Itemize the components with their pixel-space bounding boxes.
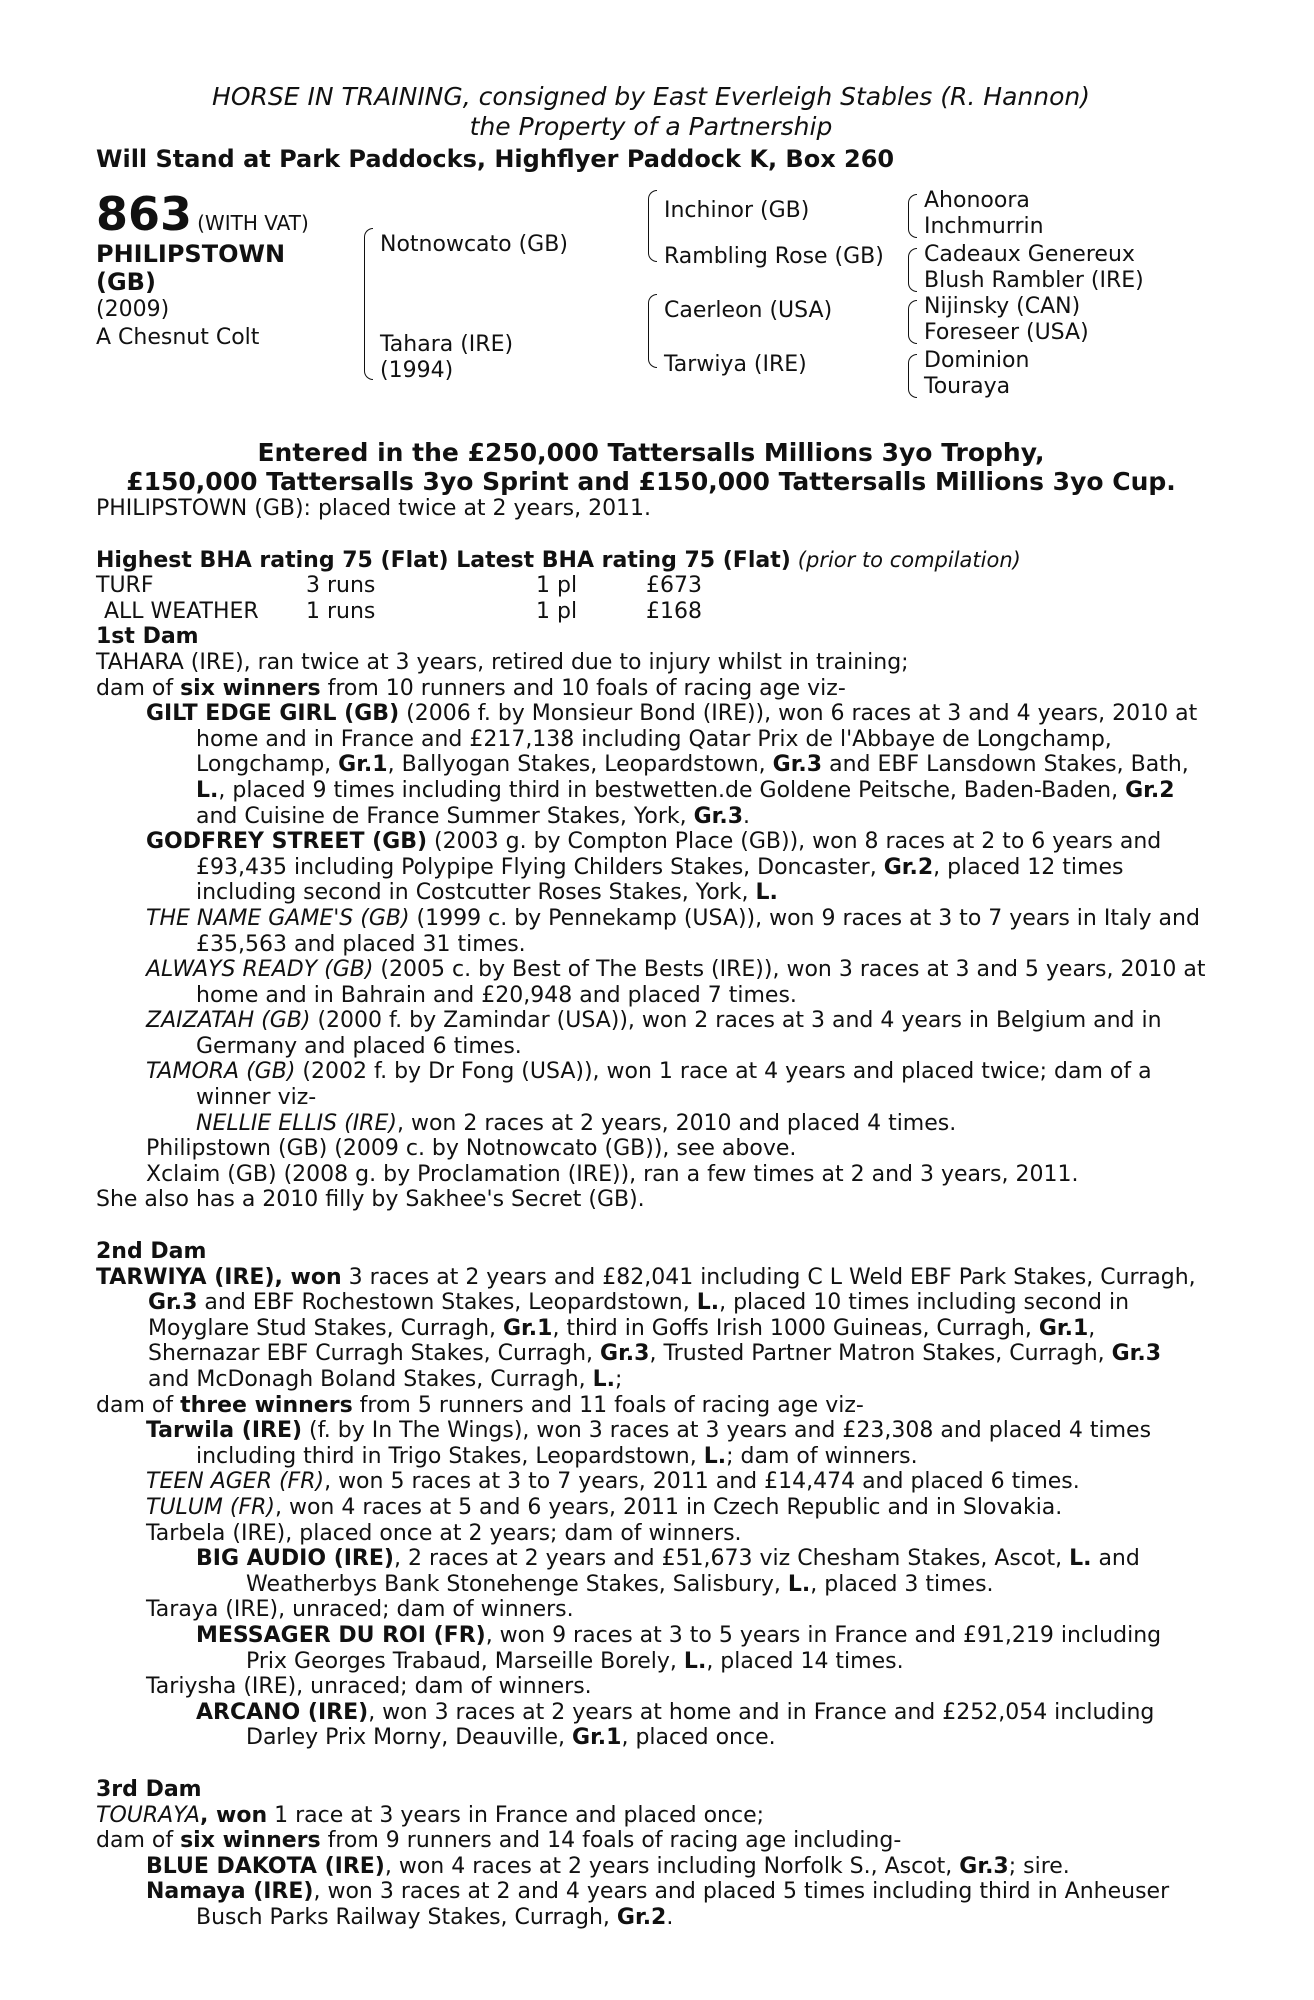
brace-dam-parents [648,294,657,368]
dam1-entry-2: GODFREY STREET (GB) (2003 g. by Compton Place (GB)), won 8 races at 2 to 6 years and £93,435 including Polypipe Flying Childers Stakes, Doncaster, Gr.2, placed 12 times including second in Costcutter Roses Stakes, York, L. [146,829,1162,906]
dam2-entry-4: Tarbela (IRE), placed once at 2 years; dam of winners. [146,1520,742,1546]
consignor-line: HORSE IN TRAINING, consigned by East Everleigh Stables (R. Hannon) [212,82,1090,111]
row1-surface: TURF [96,573,154,599]
dam1-entry-5: ZAIZATAH (GB) (2000 f. by Zamindar (USA)), won 2 races at 3 and 4 years in Belgium and in Germany and placed 6 times. [146,1008,1162,1059]
dam1-entry-1: GILT EDGE GIRL (GB) (2006 f. by Monsieur Bond (IRE)), won 6 races at 3 and 4 years, 2010 at home and in France and £217,138 including Qatar Prix de l'Abbaye de Longchamp, Longchamp, Gr.1, Ballyogan Stakes, Leopardstown, Gr.3 and EBF Lansdown Stakes, Bath, L., placed 9 times including third in bestwetten.de Goldene Peitsche, Baden-Baden, Gr.2 and Cuisine de France Summer Stakes, York, Gr.3. [146,701,1198,829]
location-line: Will Stand at Park Paddocks, Highflyer Paddock K, Box 260 [96,145,895,173]
dam3-entry-2: Namaya (IRE), won 3 races at 2 and 4 years and placed 5 times including third in Anheuser Busch Parks Railway Stakes, Curragh, Gr.2. [146,1879,1170,1930]
dam2-entry-5: Taraya (IRE), unraced; dam of winners. [146,1597,574,1623]
horse-description: A Chesnut Colt [96,325,260,350]
row1-amount: £673 [646,573,702,599]
lot-number: 863 [96,187,193,241]
dam2-entry-3: TULUM (FR), won 4 races at 5 and 6 years, 2011 in Czech Republic and in Slovakia. [146,1494,1063,1520]
dam3-entry-1: BLUE DAKOTA (IRE), won 4 races at 2 years including Norfolk S., Ascot, Gr.3; sire. [146,1853,1070,1879]
rating-label: Highest BHA rating 75 (Flat) Latest BHA rating 75 (Flat) [96,547,791,573]
dam3-p2: dam of six winners from 9 runners and 14 foals of racing age including- [96,1828,902,1854]
gg-1: Ahonoora [924,188,1030,213]
dam1-entry-6-sub: NELLIE ELLIS (IRE), won 2 races at 2 years, 2010 and placed 4 times. [196,1110,957,1136]
row2-runs: 1 runs [306,598,376,624]
dam2-p1: TARWIYA (IRE), won 3 races at 2 years and £82,041 including C L Weld EBF Park Stakes, Curragh, Gr.3 and EBF Rochestown Stakes, Leopardstown, L., placed 10 times including second in Moyglare Stud Stakes, Curragh, Gr.1, third in Goffs Irish 1000 Guineas, Curragh, Gr.1, Shernazar EBF Curragh Stakes, Curragh, Gr.3, Trusted Partner Matron Stakes, Curragh, Gr.3 and McDonagh Boland Stakes, Curragh, L.; [96,1264,1196,1392]
dam2-entry-6: Tariysha (IRE), unraced; dam of winners. [146,1674,592,1700]
gg-8: Touraya [924,374,1011,399]
dam1-p1: TAHARA (IRE), ran twice at 3 years, retired due to injury whilst in training; [96,649,909,675]
gg-6: Foreseer (USA) [924,320,1089,345]
catalogue-page [96,82,1206,1930]
dam2-entry-6-sub: ARCANO (IRE), won 3 races at 2 years at home and in France and £252,054 including Darley Prix Morny, Deauville, Gr.1, placed once. [196,1699,1155,1751]
gg-5: Nijinsky (CAN) [924,294,1081,319]
dam2-entry-1: Tarwila (IRE) (f. by In The Wings), won 3 races at 3 years and £23,308 and placed 4 times including third in Trigo Stakes, Leopardstown, L.; dam of winners. [146,1418,1152,1469]
sire-sire: Inchinor (GB) [664,198,810,223]
dam1-title: 1st Dam [96,624,199,650]
dam1-entry-3: THE NAME GAME'S (GB) (1999 c. by Pennekamp (USA)), won 9 races at 3 to 7 years in Italy and £35,563 and placed 31 times. [146,905,1200,957]
gg-3: Cadeaux Genereux [924,242,1135,267]
dam-sire: Caerleon (USA) [664,298,833,323]
summary: PHILIPSTOWN (GB): placed twice at 2 years, 2011. [96,496,652,521]
dam-dam: Tarwiya (IRE) [664,352,807,377]
brace-sire-dam [364,228,373,380]
horse-country: (GB) [96,268,156,296]
brace-g1 [908,194,917,238]
dam3-title: 3rd Dam [96,1776,202,1802]
dam1-last: She also has a 2010 filly by Sakhee's Secret (GB). [96,1187,645,1213]
dam1-entry-8: Xclaim (GB) (2008 g. by Proclamation (IRE)), ran a few times at 2 and 3 years, 2011. [146,1161,1079,1187]
horse-year: (2009) [96,297,170,322]
dam2-title: 2nd Dam [96,1239,207,1265]
row1-runs: 3 runs [306,573,376,599]
dam1-entry-4: ALWAYS READY (GB) (2005 c. by Best of The Bests (IRE)), won 3 races at 3 and 5 years, 2010 at home and in Bahrain and £20,948 and placed 7 times. [146,957,1206,1008]
dam-year: (1994) [380,358,454,383]
horse-name: PHILIPSTOWN [96,240,286,268]
row2-placed: 1 pl [536,598,578,624]
rating-note: (prior to compilation) [797,547,1021,572]
pedigree-block [96,188,1206,438]
dam3-p1: TOURAYA, won 1 race at 3 years in France and placed once; [96,1802,765,1828]
row2-surface: ALL WEATHER [104,598,259,624]
dam2-entry-5-sub: MESSAGER DU ROI (FR), won 9 races at 3 to 5 years in France and £91,219 including Prix Georges Trabaud, Marseille Borely, L., placed 14 times. [196,1622,1162,1674]
owner-line: the Property of a Partnership [469,112,833,141]
sire-dam: Rambling Rose (GB) [664,244,884,269]
gg-7: Dominion [924,348,1030,373]
dam2-entry-2: TEEN AGER (FR), won 5 races at 3 to 7 years, 2011 and £14,474 and placed 6 times. [146,1469,1080,1495]
brace-sire-parents [648,190,657,262]
dam1-entry-7: Philipstown (GB) (2009 c. by Notnowcato (GB)), see above. [146,1136,797,1162]
gg-4: Blush Rambler (IRE) [924,268,1144,293]
vat-note: (WITH VAT) [197,211,309,235]
dam2-p2: dam of three winners from 5 runners and 11 foals of racing age viz- [96,1392,864,1418]
row1-placed: 1 pl [536,573,578,599]
entered-line-1: Entered in the £250,000 Tattersalls Millions 3yo Trophy, [257,438,1045,467]
dam: Tahara (IRE) [380,332,514,357]
brace-g3 [908,300,917,344]
dam1-entry-6: TAMORA (GB) (2002 f. by Dr Fong (USA)), won 1 race at 4 years and placed twice; dam of a winner viz- [146,1059,1152,1111]
lot-info [96,188,309,352]
brace-g2 [908,248,917,292]
row2-amount: £168 [646,598,702,624]
rating-line [96,548,1206,574]
entered-line-2: £150,000 Tattersalls 3yo Sprint and £150,000 Tattersalls Millions 3yo Cup. [126,467,1176,496]
sire: Notnowcato (GB) [380,232,568,257]
runs-table [96,573,1206,624]
dam1-p2: dam of six winners from 10 runners and 10 foals of racing age viz- [96,675,846,701]
dam2-entry-4-sub: BIG AUDIO (IRE), 2 races at 2 years and £51,673 viz Chesham Stakes, Ascot, L. and Weatherbys Bank Stonehenge Stakes, Salisbury, L., placed 3 times. [196,1546,1140,1597]
brace-g4 [908,354,917,398]
gg-2: Inchmurrin [924,214,1044,239]
